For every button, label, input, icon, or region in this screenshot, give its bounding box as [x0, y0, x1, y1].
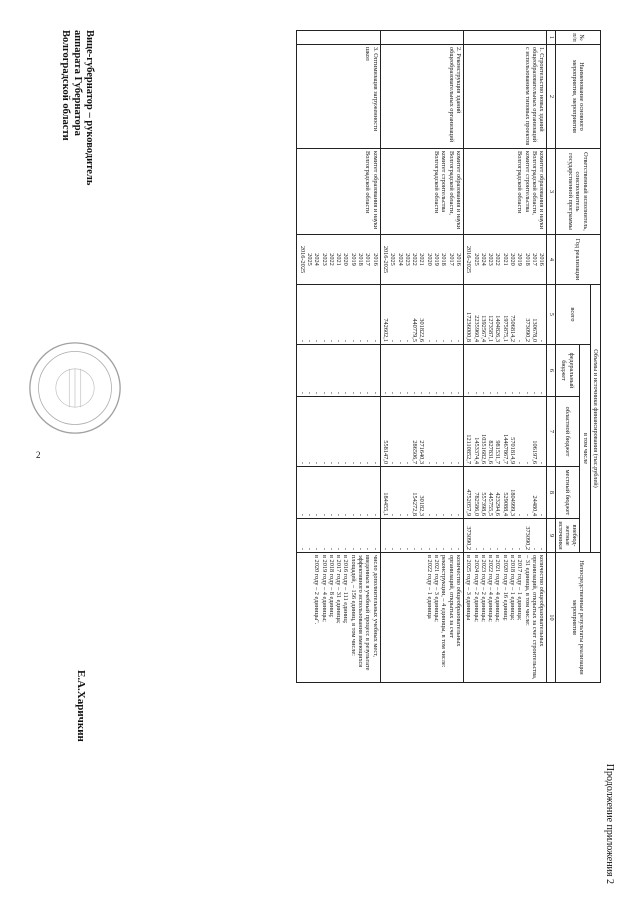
extra-value: - — [454, 547, 462, 550]
local-value: - — [306, 513, 314, 516]
extra-value: - — [320, 547, 328, 550]
regional-value: 14467867,7 — [501, 434, 509, 464]
years-value: 2025 — [389, 253, 397, 266]
header-name: Наименование основного мероприятия, мероприятия — [555, 45, 600, 149]
result-line: в 2018 году – 1 единица; — [509, 555, 517, 621]
local-value: - — [447, 513, 455, 516]
local-value: - — [327, 513, 335, 516]
extra-value: - — [479, 547, 487, 550]
program-table — [296, 30, 601, 683]
years-value: 2019 — [516, 253, 524, 266]
event-name-cell: 2. Реконструкция зданий общеобразовательных организаций — [380, 45, 463, 149]
regional-value: - — [335, 461, 343, 464]
regional-value: - — [342, 461, 350, 464]
years-cell — [297, 235, 380, 285]
federal-value: - — [425, 391, 433, 394]
extra-value: 373090,2 — [523, 526, 531, 550]
regional-value: - — [327, 461, 335, 464]
total-value: 742602,1 — [381, 318, 389, 342]
federal-value: - — [465, 391, 473, 394]
federal-value: - — [411, 391, 419, 394]
federal-value: - — [403, 391, 411, 394]
extra-value: - — [447, 547, 455, 550]
total-value: 7506814,2 — [509, 315, 517, 342]
years-value: 2018 — [440, 253, 448, 266]
federal-value: - — [335, 391, 343, 394]
years-value: 2023 — [403, 253, 411, 266]
federal-value: - — [516, 391, 524, 394]
years-value: 2019 — [433, 253, 441, 266]
years-value: 2024 — [479, 253, 487, 266]
result-line: в 2021 году – 4 единицы; — [494, 555, 502, 622]
regional-value: 271640,3 — [418, 440, 426, 464]
regional-value: 12110852,7 — [465, 434, 473, 464]
federal-value: - — [530, 391, 538, 394]
colnum: 9 — [547, 519, 555, 553]
table-row — [463, 31, 546, 683]
result-line: в 2022 году – 4 единицы; — [487, 555, 495, 622]
regional-value: - — [298, 461, 306, 464]
total-value: - — [357, 339, 365, 342]
total-value: - — [389, 339, 397, 342]
extra-value: - — [538, 547, 546, 550]
years-value: 2025 — [306, 253, 314, 266]
total-value: - — [306, 339, 314, 342]
local-value: - — [403, 513, 411, 516]
page-number: 2 — [36, 450, 41, 460]
years-value: 2022 — [494, 253, 502, 266]
federal-cell — [380, 345, 463, 397]
header-no: № п/п — [555, 31, 600, 45]
result-line: в 2018 году – 8 единиц; — [327, 555, 335, 618]
regional-value: 1453374,4 — [472, 437, 480, 464]
extra-value: - — [433, 547, 441, 550]
result-line: в 2017 году – 31 единица; — [335, 555, 343, 624]
local-value: 445755,5 — [487, 492, 495, 516]
regional-value: - — [447, 461, 455, 464]
years-value: 2021 — [501, 253, 509, 266]
colnum: 2 — [547, 45, 555, 149]
total-value: - — [327, 339, 335, 342]
local-cell — [380, 467, 463, 519]
federal-value: - — [509, 391, 517, 394]
federal-value: - — [487, 391, 495, 394]
years-value: 2017 — [530, 253, 538, 266]
header-total: всего — [555, 285, 590, 345]
federal-value: - — [342, 391, 350, 394]
result-cell — [380, 553, 463, 683]
local-value: 557398,6 — [479, 492, 487, 516]
years-value: 2020 — [509, 253, 517, 266]
federal-value: - — [320, 391, 328, 394]
signature-line-1: Вице-губернатор – руководитель — [84, 30, 95, 186]
total-value: - — [433, 339, 441, 342]
regional-value: 827831,6 — [487, 440, 495, 464]
extra-value: - — [516, 547, 524, 550]
local-value: - — [320, 513, 328, 516]
federal-value: - — [523, 391, 531, 394]
total-value: - — [364, 339, 372, 342]
local-value: - — [389, 513, 397, 516]
total-value: 17236000,8 — [465, 312, 473, 342]
federal-value: - — [381, 391, 389, 394]
extra-value: - — [335, 547, 343, 550]
local-value: 30182,3 — [418, 495, 426, 516]
official-stamp-seal — [27, 340, 123, 436]
local-value: - — [371, 513, 379, 516]
total-value: 130678,0 — [530, 318, 538, 342]
local-value: 529088,4 — [501, 492, 509, 516]
extra-value: - — [349, 547, 357, 550]
colnum: 6 — [547, 345, 555, 397]
signature-block — [59, 30, 95, 330]
colnum: 8 — [547, 467, 555, 519]
regional-value: - — [440, 461, 448, 464]
extra-value: - — [381, 547, 389, 550]
federal-value: - — [371, 391, 379, 394]
extra-value: - — [298, 547, 306, 550]
total-value: - — [313, 339, 321, 342]
local-value: - — [313, 513, 321, 516]
total-value: - — [425, 339, 433, 342]
total-value: - — [440, 339, 448, 342]
regional-value: - — [454, 461, 462, 464]
regional-value: 981531,7 — [494, 440, 502, 464]
local-value: - — [538, 513, 546, 516]
total-value: - — [396, 339, 404, 342]
years-value: 2025 — [472, 253, 480, 266]
years-value: 2022 — [411, 253, 419, 266]
federal-value: - — [479, 391, 487, 394]
regional-value: - — [371, 461, 379, 464]
federal-cell — [463, 345, 546, 397]
years-value: 2019 — [349, 253, 357, 266]
total-value: - — [342, 339, 350, 342]
rotated-page — [25, 30, 615, 890]
extra-value: - — [342, 547, 350, 550]
extra-cell — [463, 519, 546, 553]
years-value: 2018 — [523, 253, 531, 266]
extra-value: - — [403, 547, 411, 550]
federal-value: - — [357, 391, 365, 394]
local-value: 4752057,9 — [465, 489, 473, 516]
local-cell — [297, 467, 380, 519]
local-value: - — [357, 513, 365, 516]
extra-value: - — [425, 547, 433, 550]
local-value: 184455,1 — [381, 492, 389, 516]
federal-value: - — [389, 391, 397, 394]
total-cell — [380, 285, 463, 345]
regional-value: - — [425, 461, 433, 464]
regional-value: - — [364, 461, 372, 464]
colnum: 3 — [547, 149, 555, 235]
extra-value: - — [306, 547, 314, 550]
regional-value: 106197,6 — [530, 440, 538, 464]
signature-line-3: Волгоградской области — [60, 30, 71, 141]
colnum: 4 — [547, 235, 555, 285]
total-value: 2235960,4 — [472, 315, 480, 342]
signature-line-2: аппарата Губернатора — [72, 30, 83, 136]
regional-value: - — [306, 461, 314, 464]
row-number-cell — [463, 31, 546, 45]
regional-value: - — [320, 461, 328, 464]
colnum: 10 — [547, 553, 555, 683]
result-line: в 2017 году – 1 единица; — [516, 555, 524, 621]
extra-value: - — [357, 547, 365, 550]
local-value: - — [298, 513, 306, 516]
extra-value: - — [501, 547, 509, 550]
result-line: в 2023 году – 2 единицы; — [479, 555, 487, 622]
total-value: 1404826,3 — [494, 315, 502, 342]
row-number-cell — [380, 31, 463, 45]
years-value: 2017 — [447, 253, 455, 266]
total-value: 1975875,1 — [501, 315, 509, 342]
local-value: 1804999,3 — [509, 489, 517, 516]
regional-value: - — [313, 461, 321, 464]
total-value: - — [298, 339, 306, 342]
years-value: 2016-2025 — [465, 245, 473, 274]
row-number-cell — [297, 31, 380, 45]
header-federal: федеральный бюджет — [555, 345, 580, 397]
header-regional: областной бюджет — [555, 397, 580, 467]
header-year: Год реализации — [555, 235, 600, 285]
result-line: количество общеобразовательных организаций, открытых за счет реконструкции, – 4 единицы, в том числе: — [440, 555, 462, 668]
signature-name: Е.А.Харичкин — [75, 670, 87, 742]
years-value: 2016 — [538, 253, 546, 266]
local-value: - — [433, 513, 441, 516]
years-value: 2023 — [320, 253, 328, 266]
federal-value: - — [447, 391, 455, 394]
federal-value: - — [327, 391, 335, 394]
result-line: число дополнительных учебных мест, введенных в учебный процесс в результате эффективного использования имеющихся площадей, – 156 единиц, в том числе: — [349, 555, 379, 671]
regional-value: - — [523, 461, 531, 464]
event-name-cell: 1. Строительство новых зданий общеобразовательных организаций с использованием типовых проектов — [463, 45, 546, 149]
local-value: - — [349, 513, 357, 516]
total-value: - — [454, 339, 462, 342]
total-value: - — [516, 339, 524, 342]
responsible-cell: комитет образования и науки Волгоградской области, комитет строительства Волгоградской области — [463, 149, 546, 235]
result-line: в 2022 году – 1 единица — [425, 555, 433, 619]
regional-value: - — [516, 461, 524, 464]
federal-value: - — [454, 391, 462, 394]
header-responsible: Ответственный исполнитель, соисполнитель государственной программы — [555, 149, 600, 235]
years-value: 2021 — [335, 253, 343, 266]
total-value: - — [403, 339, 411, 342]
extra-value: - — [472, 547, 480, 550]
local-cell — [463, 467, 546, 519]
years-value: 2023 — [487, 253, 495, 266]
extra-value: - — [530, 547, 538, 550]
local-value: 782586,0 — [472, 492, 480, 516]
total-value: - — [371, 339, 379, 342]
result-cell — [463, 553, 546, 683]
total-value: - — [335, 339, 343, 342]
extra-value: - — [396, 547, 404, 550]
years-value: 2020 — [425, 253, 433, 266]
colnum: 5 — [547, 285, 555, 345]
local-value: - — [396, 513, 404, 516]
regional-value: - — [357, 461, 365, 464]
total-value: - — [349, 339, 357, 342]
regional-value: 5701814,9 — [509, 437, 517, 464]
local-value: 154272,8 — [411, 492, 419, 516]
result-cell — [297, 553, 380, 683]
column-numbers-row — [547, 31, 555, 683]
federal-value: - — [349, 391, 357, 394]
regional-value: 286506,7 — [411, 440, 419, 464]
extra-value: - — [411, 547, 419, 550]
years-value: 2016-2025 — [298, 245, 306, 274]
extra-value: 373090,2 — [465, 526, 473, 550]
years-value: 2016 — [454, 253, 462, 266]
local-value: - — [523, 513, 531, 516]
local-value: - — [454, 513, 462, 516]
federal-value: - — [433, 391, 441, 394]
regional-cell — [380, 397, 463, 467]
local-value: - — [335, 513, 343, 516]
colnum: 7 — [547, 397, 555, 467]
total-cell — [463, 285, 546, 345]
local-value: 24480,4 — [530, 495, 538, 516]
table-row — [297, 31, 380, 683]
extra-value: - — [389, 547, 397, 550]
federal-value: - — [396, 391, 404, 394]
result-line: в 2016 году – 111 единиц; — [342, 555, 350, 624]
result-line: количество общеобразовательных организаций, открытых за счет строительства, – 31 единица, в том числе: — [523, 555, 546, 680]
total-value: 1392567,4 — [479, 315, 487, 342]
total-value: - — [538, 339, 546, 342]
regional-value: - — [538, 461, 546, 464]
result-line: в 2020 году – 2 единицы". — [313, 555, 321, 625]
local-value: - — [440, 513, 448, 516]
federal-value: - — [313, 391, 321, 394]
total-value: - — [320, 339, 328, 342]
years-value: 2021 — [418, 253, 426, 266]
federal-value: - — [364, 391, 372, 394]
years-cell — [380, 235, 463, 285]
total-value: - — [447, 339, 455, 342]
federal-value: - — [440, 391, 448, 394]
extra-value: - — [418, 547, 426, 550]
years-value: 2022 — [327, 253, 335, 266]
federal-value: - — [298, 391, 306, 394]
extra-cell — [297, 519, 380, 553]
local-value: - — [516, 513, 524, 516]
continuation-label: Продолжение приложения 2 — [604, 763, 615, 884]
header-funding: Объемы и источники финансирования (тыс.рублей) — [590, 285, 600, 553]
header-results: Непосредственные результаты реализации мероприятия — [555, 553, 600, 683]
years-value: 2020 — [342, 253, 350, 266]
result-line: в 2024 году – 2 единицы; — [472, 555, 480, 622]
result-line: в 2021 году – 3 единицы; — [433, 555, 441, 622]
extra-value: - — [509, 547, 517, 550]
federal-value: - — [501, 391, 509, 394]
regional-value: - — [396, 461, 404, 464]
event-name-cell: 3. Оптимизация загруженности школ — [297, 45, 380, 149]
responsible-cell: комитет образования и науки Волгоградской области, комитет строительства Волгоградской области — [380, 149, 463, 235]
federal-value: - — [306, 391, 314, 394]
local-value: - — [364, 513, 372, 516]
regional-value: 558147,0 — [381, 440, 389, 464]
responsible-cell: комитет образования и науки Волгоградской области — [297, 149, 380, 235]
federal-value: - — [418, 391, 426, 394]
years-value: 2017 — [364, 253, 372, 266]
result-line: в 2025 году – 3 единицы — [465, 555, 473, 621]
regional-value: - — [433, 461, 441, 464]
years-value: 2018 — [357, 253, 365, 266]
local-value: 423294,6 — [494, 492, 502, 516]
total-value: 440779,5 — [411, 318, 419, 342]
years-value: 2016-2025 — [381, 245, 389, 274]
extra-cell — [380, 519, 463, 553]
years-value: 2016 — [371, 253, 379, 266]
extra-value: - — [494, 547, 502, 550]
extra-value: - — [313, 547, 321, 550]
regional-cell — [463, 397, 546, 467]
result-line: в 2020 году – 16 единиц; — [501, 555, 509, 621]
federal-value: - — [538, 391, 546, 394]
header-local: местный бюджет — [555, 467, 580, 519]
regional-value: - — [349, 461, 357, 464]
local-value: - — [342, 513, 350, 516]
regional-cell — [297, 397, 380, 467]
years-cell — [463, 235, 546, 285]
federal-value: - — [494, 391, 502, 394]
extra-value: - — [487, 547, 495, 550]
table-row — [380, 31, 463, 683]
extra-value: - — [327, 547, 335, 550]
header-including: в том числе — [580, 345, 590, 553]
header-extra: внебюд- жетные источники — [555, 519, 580, 553]
regional-value: - — [403, 461, 411, 464]
years-value: 2024 — [313, 253, 321, 266]
extra-value: - — [364, 547, 372, 550]
colnum: 1 — [547, 31, 555, 45]
federal-value: - — [472, 391, 480, 394]
total-value: 373090,2 — [523, 318, 531, 342]
total-value: 1273587,1 — [487, 315, 495, 342]
federal-cell — [297, 345, 380, 397]
extra-value: - — [440, 547, 448, 550]
years-value: 2024 — [396, 253, 404, 266]
result-line: в 2019 году – 4 единицы; — [320, 555, 328, 622]
regional-value: 10351682,6 — [479, 434, 487, 464]
total-value: 301822,6 — [418, 318, 426, 342]
total-cell — [297, 285, 380, 345]
regional-value: - — [389, 461, 397, 464]
local-value: - — [425, 513, 433, 516]
extra-value: - — [371, 547, 379, 550]
